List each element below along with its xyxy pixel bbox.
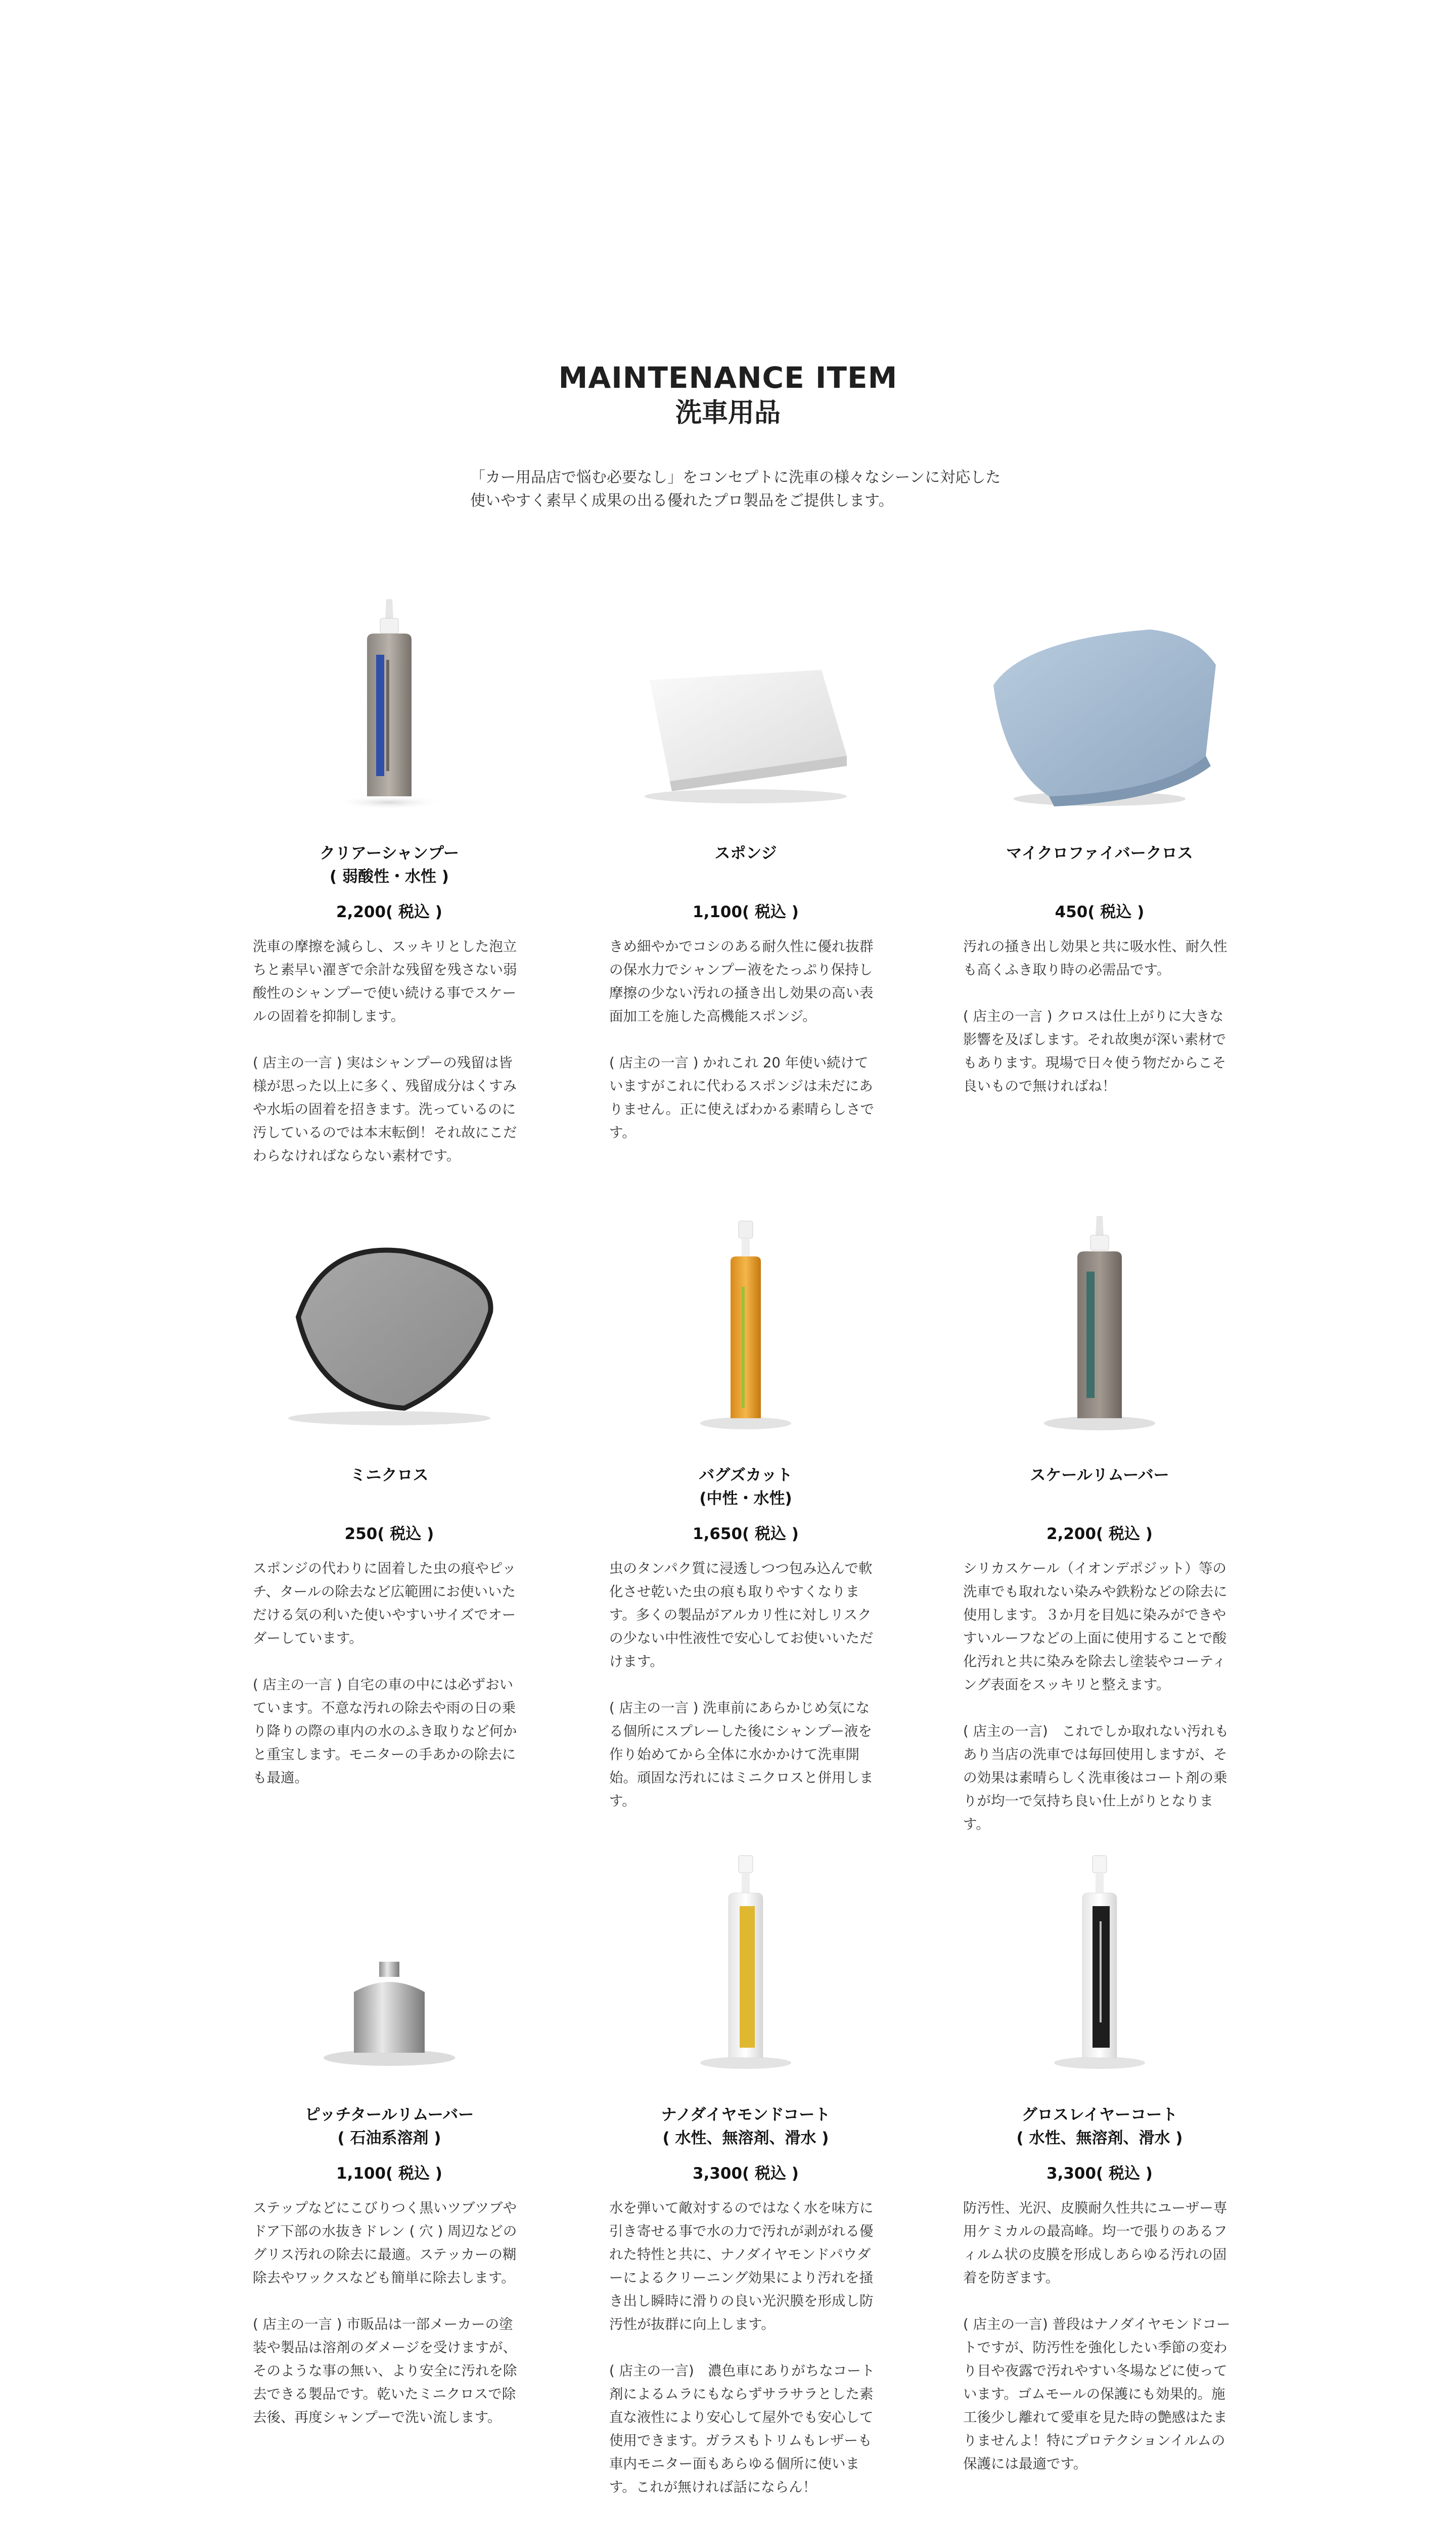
product-description: きめ細やかでコシのある耐久性に優れ抜群の保水力でシャンプー液をたっぷり保持し摩擦の少ない汚れの掻き出し効果の高い表面加工を施した高機能スポンジ。 ( 店主の一言 ) かれこれ 20 年使い続けていますがこれに代わるスポンジは未だにありません。正に使えばわかる素晴らしさです。 [609, 938, 875, 1141]
product-price: 250( 税込 ) [344, 1525, 434, 1543]
product-price: 450( 税込 ) [1055, 903, 1145, 921]
product-price: 1,650( 税込 ) [693, 1525, 799, 1543]
product-price: 2,200( 税込 ) [1046, 1525, 1153, 1543]
product-description: ステップなどにこびりつく黒いツブツブやドア下部の水抜きドレン ( 穴 ) 周辺などのグリス汚れの除去に最適。ステッカーの糊除去やワックスなども簡単に除去します。 ( 店主の一言 ) 市販品は一部メーカーの塗装や製品は溶剤のダメージを受けますが、そのような事の無い、より安全に汚れを除去できる製品です。乾いたミニクロスで除去後、再度シャンプーで洗い流します。 [253, 2200, 517, 2425]
product-name: マイクロファイバークロス [1006, 844, 1193, 863]
microfiber-cloth-icon [963, 589, 1236, 811]
product-description: 虫のタンパク質に浸透しつつ包み込んで軟化させ乾いた虫の痕も取りやすくなります。多くの製品がアルカリ性に対しリスクの少ない中性液性で安心してお使いいただけます。 ( 店主の一言 ) 洗車前にあらかじめ気になる個所にスプレーした後にシャンプー液を作り始めてから全体に水かかけて洗車開始。頑固な汚れにはミニクロスと併用します。 [609, 1560, 874, 1809]
product-description: 汚れの掻き出し効果と共に吸水性、耐久性も高くふき取り時の必需品です。 ( 店主の一言 ) クロスは仕上がりに大きな影響を及ぼします。それ故奥が深い素材でもあります。現場で日々使う物だからこそ良いもので無ければね！ [963, 938, 1227, 1094]
product-description: 防汚性、光沢、皮膜耐久性共にユーザー専用ケミカルの最高峰。均一で張りのあるフィルム状の皮膜を形成しあらゆる汚れの固着を防ぎます。 ( 店主の一言) 普段はナノダイヤモンドコートですが、防汚性を強化したい季節の変わり目や夜露で汚れやすい冬場などに使っています。ゴムモールの保護にも効果的。施工後少し離れて愛車を見た時の艶感はたまりませんよ！特にプロテクションイルムの保護には最適です。 [963, 2200, 1231, 2472]
product-price: 1,100( 税込 ) [693, 903, 799, 921]
product-description: シリカスケール（イオンデポジット）等の洗車でも取れない染みや鉄粉などの除去に使用します。３か月を目処に染みができやすいルーフなどの上面に使用することで酸化汚れと共に染みを除去し塗装やコーティング表面をスッキリと整えます。 ( 店主の一言) これでしか取れない汚れもあり当店の洗車では毎回使用しますが、その効果は素晴らしく洗車後はコート剤の乗りが均一で気持ち良い仕上がりとなります。 [963, 1560, 1229, 1832]
product-card-nano-diamond-coat [609, 2103, 882, 2499]
product-price: 2,200( 税込 ) [336, 903, 442, 921]
scale-remover-bottle-icon [963, 1211, 1236, 1433]
spray-bottle-yellow-icon [609, 1850, 882, 2073]
product-card-scale-remover [963, 1464, 1236, 1836]
product-price: 1,100( 税込 ) [336, 2164, 442, 2183]
product-price: 3,300( 税込 ) [693, 2164, 799, 2183]
metal-can-icon [253, 1850, 526, 2073]
product-name: ミニクロス [350, 1466, 429, 1484]
product-name: スケールリムーバー [1030, 1466, 1169, 1484]
product-description: 洗車の摩擦を減らし、スッキリとした泡立ちと素早い濯ぎで余計な残留を残さない弱酸性のシャンプーで使い続ける事でスケールの固着を抑制します。 ( 店主の一言 ) 実はシャンプーの残留は皆様が思った以上に多く、残留成分はくすみや水垢の固着を招きます。洗っているのに汚しているのでは本末転倒！それ故にこだわらなければならない素材です。 [253, 938, 517, 1164]
product-name: バグズカット (中性・水性) [699, 1466, 793, 1508]
spray-bottle-orange-icon [609, 1211, 882, 1433]
product-card-clear-shampoo [253, 842, 526, 1167]
product-card-gloss-layer-coat [963, 2103, 1236, 2475]
page-header [0, 360, 1456, 431]
product-name: スポンジ [714, 844, 777, 863]
sponge-icon [609, 589, 882, 811]
product-name: ナノダイヤモンドコート ( 水性、無溶剤、滑水 ) [661, 2106, 831, 2147]
spray-bottle-black-icon [963, 1850, 1236, 2073]
product-card-mini-cloth [253, 1464, 526, 1789]
mini-cloth-icon [253, 1211, 526, 1433]
product-name: ピッチタールリムーバー ( 石油系溶剤 ) [304, 2106, 474, 2147]
product-card-pitch-tar-remover [253, 2103, 526, 2429]
product-card-bugs-cut [609, 1464, 882, 1813]
product-price: 3,300( 税込 ) [1046, 2164, 1153, 2183]
product-name: クリアーシャンプー ( 弱酸性・水性 ) [320, 844, 459, 886]
page-title-en: MAINTENANCE ITEM [558, 360, 898, 395]
product-card-sponge [609, 842, 882, 1144]
intro-line-1: 「カー用品店で悩む必要なし」をコンセプトに洗車の様々なシーンに対応した [470, 469, 1001, 486]
clear-shampoo-bottle-icon [253, 589, 526, 811]
page-title-ja: 洗車用品 [675, 398, 781, 428]
product-description: スポンジの代わりに固着した虫の痕やピッチ、タールの除去など広範囲にお使いいただける気の利いた使いやすいサイズでオーダーしています。 ( 店主の一言 ) 自宅の車の中には必ずおいています。不意な汚れの除去や雨の日の乗り降りの際の車内の水のふき取りなど何かと重宝します。モニターの手あかの除去にも最適。 [253, 1560, 517, 1786]
intro-text [470, 466, 1016, 513]
intro-line-2: 使いやすく素早く成果の出る優れたプロ製品をご提供します。 [470, 492, 894, 510]
product-card-microfiber-cloth [963, 842, 1236, 1098]
product-name: グロスレイヤーコート ( 水性、無溶剤、滑水 ) [1016, 2106, 1183, 2147]
product-description: 水を弾いて敵対するのではなく水を味方に引き寄せる事で水の力で汚れが剥がれる優れた特性と共に、ナノダイヤモンドパウダーによるクリーニング効果により汚れを掻き出し瞬時に滑りの良い光沢膜を形成し防汚性が抜群に向上します。 ( 店主の一言) 濃色車にありがちなコート剤によるムラにもならずサラサラとした素直な液性により安心して屋外でも安心して使用できます。ガラスもトリムもレザーも車内モニター面もあらゆる個所に使います。これが無ければ話にならん！ [609, 2200, 875, 2495]
